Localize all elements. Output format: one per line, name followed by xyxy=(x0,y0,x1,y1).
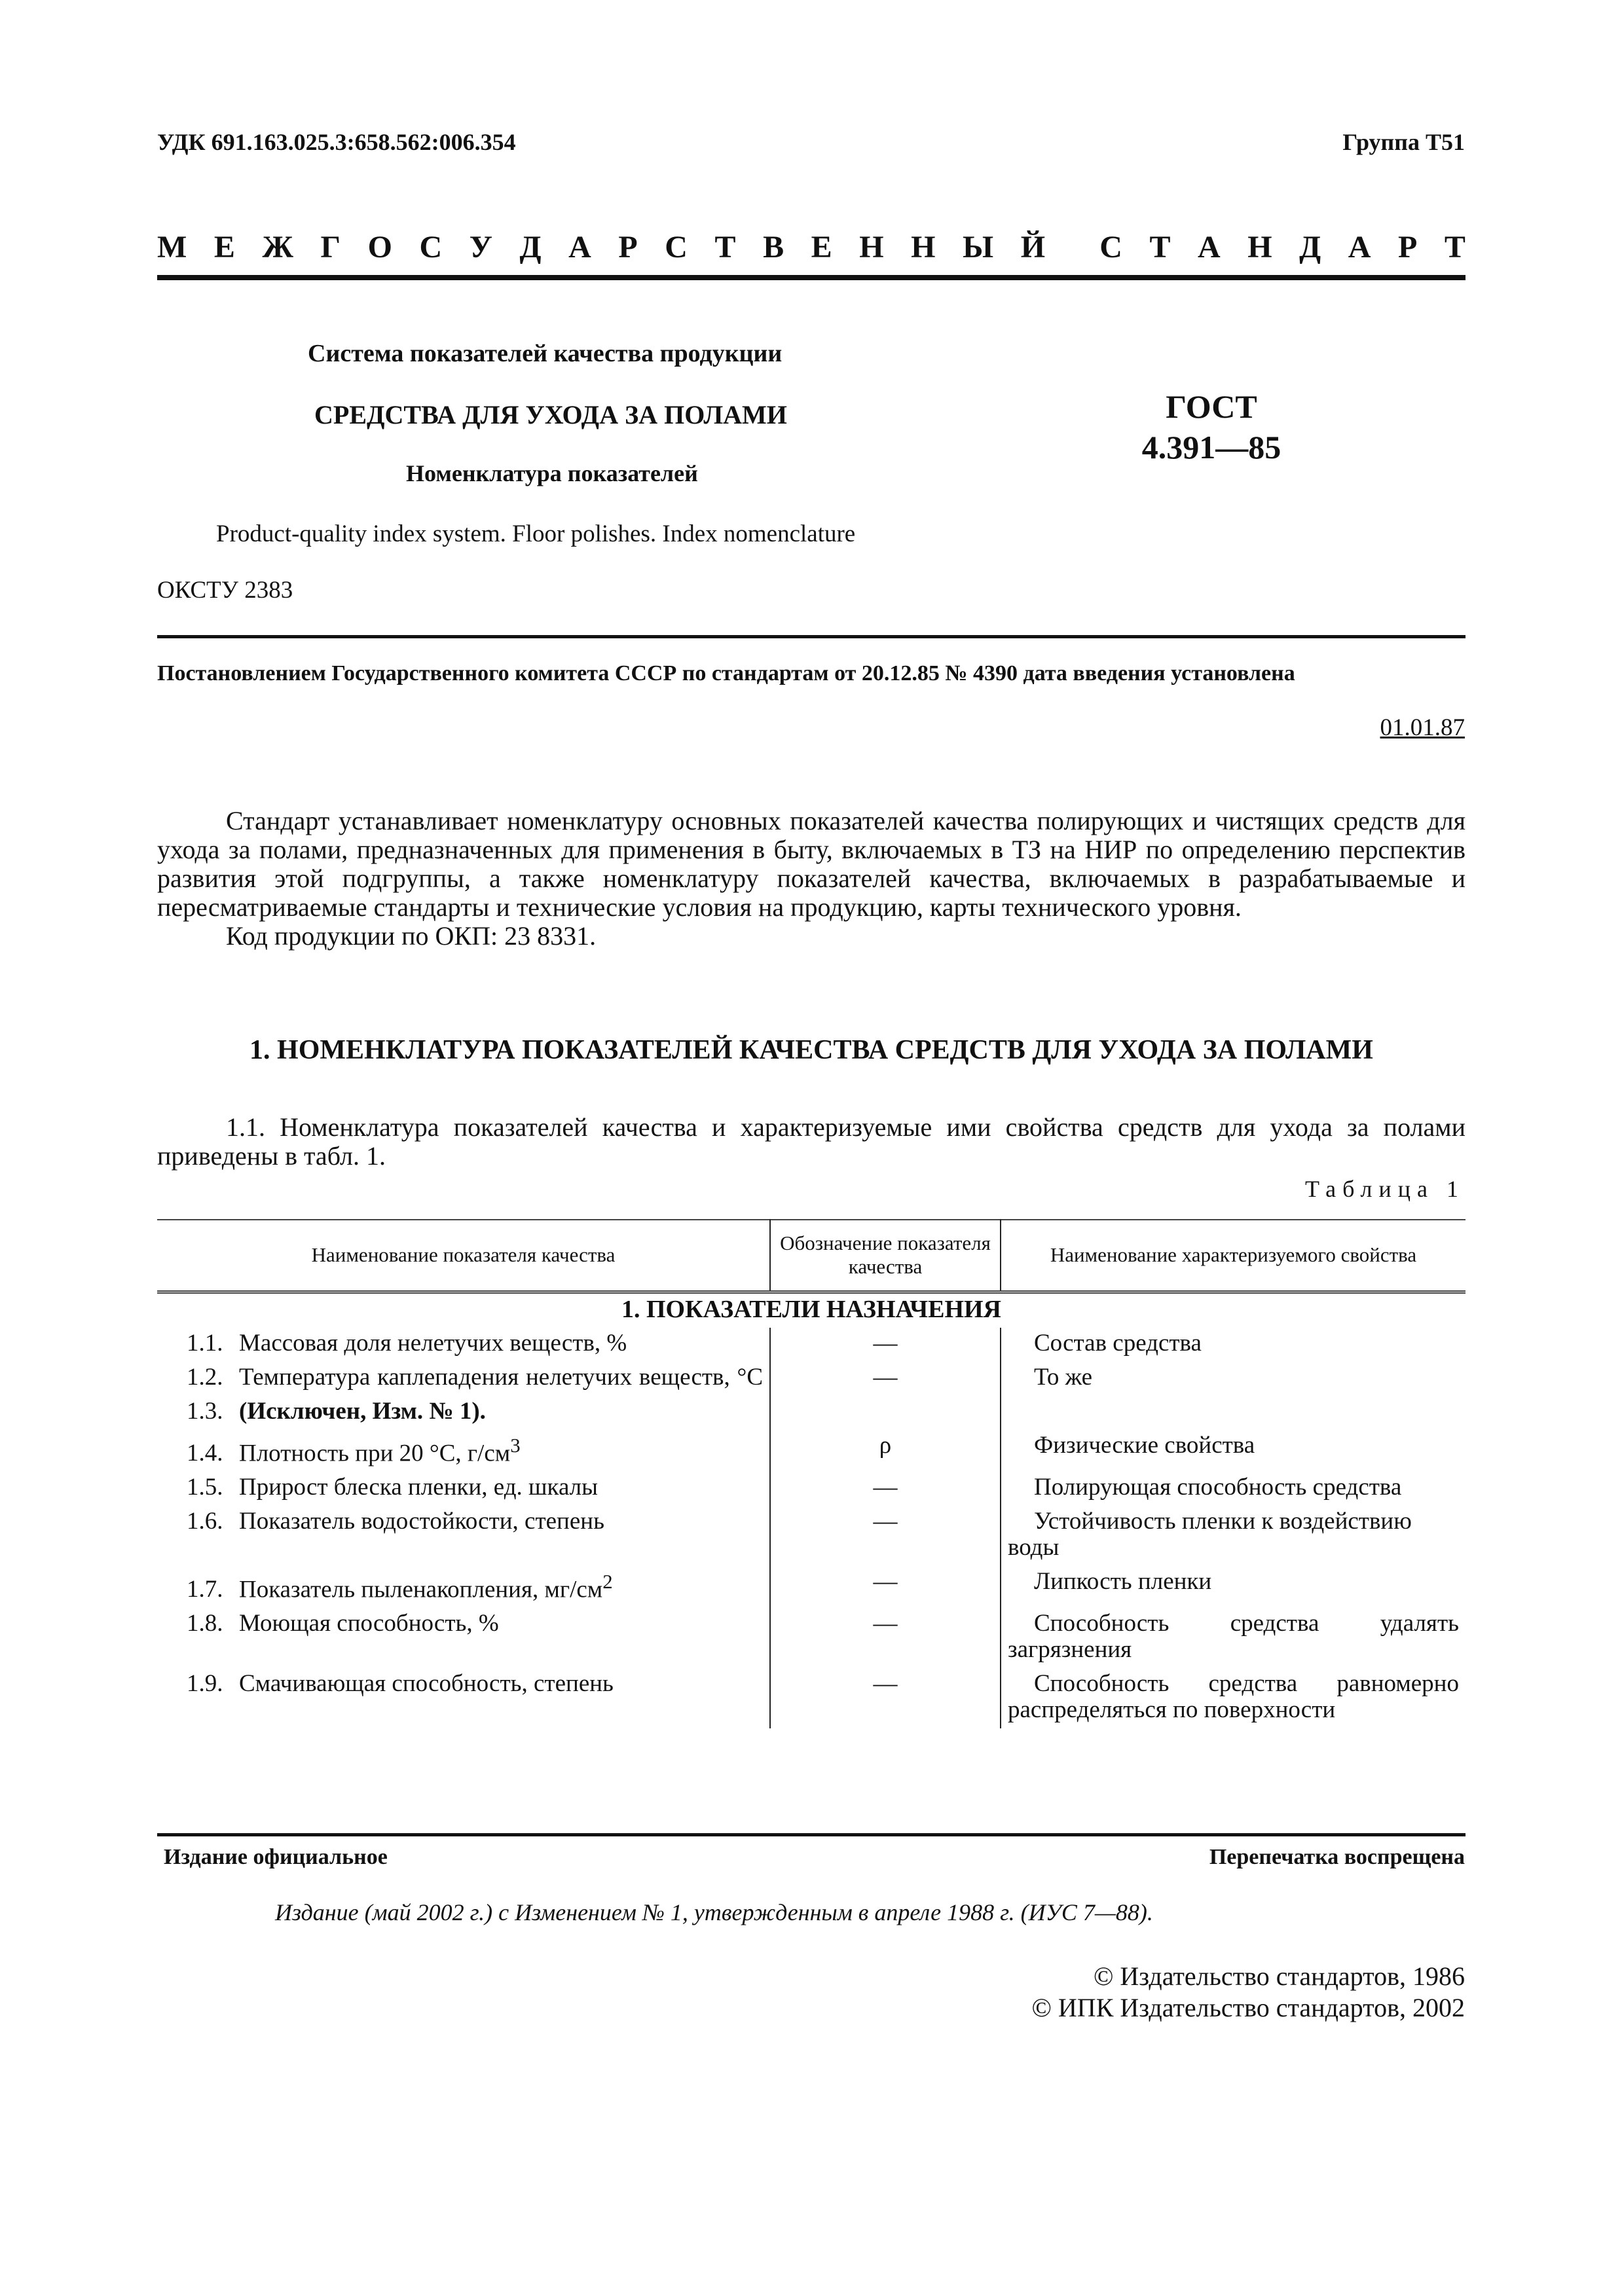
symbol-cell: — xyxy=(770,1566,1001,1608)
property-cell: Способность средства равномерно распределяться по поверхности xyxy=(1008,1670,1459,1724)
copyright-line: © Издательство стандартов, 1986 xyxy=(1093,1961,1465,1991)
copyright-block xyxy=(1032,1961,1465,2024)
indicator-cell: 1.1. Массовая доля нелетучих веществ, % xyxy=(187,1329,627,1357)
udk-code: УДК 691.163.025.3:658.562:006.354 xyxy=(157,129,516,155)
header-indicator: Наименование показателя качества xyxy=(311,1243,616,1267)
property-cell: Физические свойства xyxy=(1034,1431,1255,1459)
decree-text: Постановлением Государственного комитета СССР по стандартам от 20.12.85 № 4390 дата введения установлена xyxy=(157,661,1295,685)
copyright-line: © ИПК Издательство стандартов, 2002 xyxy=(1031,1993,1465,2022)
section-heading: 1. НОМЕНКЛАТУРА ПОКАЗАТЕЛЕЙ КАЧЕСТВА СРЕДСТВ ДЛЯ УХОДА ЗА ПОЛАМИ xyxy=(249,1035,1373,1065)
property-cell: Способность средства удалять загрязнения xyxy=(1008,1610,1459,1664)
gost-designation xyxy=(1139,386,1283,467)
gost-number: 4.391—85 xyxy=(1141,429,1281,465)
table-row xyxy=(157,1328,1465,1362)
heading-letter: Р xyxy=(1397,230,1418,264)
oksty-code: ОКСТУ 2383 xyxy=(157,577,293,604)
heading-letter: С xyxy=(1099,230,1122,264)
symbol-cell: — xyxy=(770,1328,1001,1362)
document-title: СРЕДСТВА ДЛЯ УХОДА ЗА ПОЛАМИ xyxy=(314,400,787,429)
property-cell: Состав средства xyxy=(1034,1329,1202,1357)
okp-code: Код продукции по ОКП: 23 8331. xyxy=(226,921,597,951)
table-row xyxy=(157,1566,1465,1608)
table-row xyxy=(157,1668,1465,1728)
table-row xyxy=(157,1362,1465,1396)
system-title: Система показателей качества продукции xyxy=(308,340,783,367)
heading-letter: Е xyxy=(213,230,235,264)
heading-letter: В xyxy=(763,230,784,264)
heading-letter: Н xyxy=(1247,230,1272,264)
property-cell: Полирующая способность средства xyxy=(1034,1473,1402,1501)
heading-letter: С xyxy=(665,230,688,264)
symbol-cell: — xyxy=(770,1608,1001,1668)
group-title: 1. ПОКАЗАТЕЛИ НАЗНАЧЕНИЯ xyxy=(621,1295,1002,1323)
heading-letter: О xyxy=(367,230,392,264)
heading-letter: Е xyxy=(811,230,832,264)
indicator-cell: 1.4. Плотность при 20 °С, $г/см^3$ xyxy=(187,1434,521,1467)
symbol-cell: — xyxy=(770,1668,1001,1728)
heading-letter: Н xyxy=(859,230,884,264)
indicator-cell: 1.3. (Исключен, Изм. № 1). xyxy=(187,1397,486,1425)
indicator-cell: 1.5. Прирост блеска пленки, ед. шкалы xyxy=(187,1473,599,1501)
heading-letter: С xyxy=(419,230,443,264)
group-row xyxy=(157,1292,1465,1328)
clause-text: 1.1. Номенклатура показателей качества и характеризуемые ими свойства средств для ухода за полами приведены в табл. 1. xyxy=(157,1112,1465,1171)
indicators-table xyxy=(157,1219,1465,1728)
heading-letter: Т xyxy=(714,230,736,264)
indicator-cell: 1.2. Температура каплепадения нелетучих веществ, °С xyxy=(187,1363,763,1391)
heading-letter: Й xyxy=(1020,230,1046,264)
table-row xyxy=(157,1506,1465,1566)
heading-letter: Д xyxy=(519,230,542,264)
table-row xyxy=(157,1396,1465,1430)
english-title: Product-quality index system. Floor polishes. Index nomenclature xyxy=(216,520,856,547)
title-rule xyxy=(157,635,1465,638)
table-header-row xyxy=(157,1220,1465,1292)
heading-letter: Н xyxy=(911,230,936,264)
heading-letter: Ж xyxy=(262,230,293,264)
heading-letter: А xyxy=(1348,230,1371,264)
heading-letter: Г xyxy=(320,230,341,264)
table-row xyxy=(157,1472,1465,1506)
heading-letter: Т xyxy=(1149,230,1171,264)
symbol-cell: — xyxy=(770,1472,1001,1506)
property-cell: То же xyxy=(1034,1363,1093,1391)
effective-date: 01.01.87 xyxy=(1380,714,1465,741)
symbol-cell xyxy=(770,1396,1001,1430)
header-property: Наименование характеризуемого свойства xyxy=(1050,1243,1417,1267)
table-label: Таблица 1 xyxy=(1305,1176,1465,1202)
reprint-notice: Перепечатка воспрещена xyxy=(1209,1845,1465,1869)
heading-letter: М xyxy=(157,230,187,264)
header-symbol: Обозначение показателя качества xyxy=(770,1220,1001,1292)
interstate-standard-heading xyxy=(157,229,1465,265)
intro-paragraph: Стандарт устанавливает номенклатуру основных показателей качества полирующих и чистящих средств для ухода за полами, предназначенных для применения в быту, включаемых в ТЗ на НИР по определению перспектив развития этой подгруппы, а также номенклатуру показателей качества, включаемых в разрабатываемые и пересматриваемые стандарты и технические условия на продукцию, карты технического уровня. xyxy=(157,806,1465,922)
clause-block xyxy=(157,1113,1465,1171)
official-edition: Издание официальное xyxy=(164,1845,388,1869)
heading-letter: Д xyxy=(1299,230,1321,264)
header-rule xyxy=(157,275,1465,280)
gost-label: ГОСТ xyxy=(1166,388,1257,425)
indicator-cell: 1.6. Показатель водостойкости, степень xyxy=(187,1507,604,1535)
heading-letter: У xyxy=(469,230,492,264)
heading-letter: Ы xyxy=(963,230,994,264)
property-cell xyxy=(1001,1396,1465,1430)
property-cell: Липкость пленки xyxy=(1034,1567,1212,1595)
heading-letter: Т xyxy=(1444,230,1465,264)
edition-note: Издание (май 2002 г.) с Изменением № 1, утвержденным в апреле 1988 г. (ИУС 7—88). xyxy=(275,1899,1153,1925)
heading-letter: Р xyxy=(618,230,638,264)
symbol-cell: — xyxy=(770,1506,1001,1566)
heading-letter: А xyxy=(1198,230,1221,264)
intro-block xyxy=(157,807,1465,951)
table-row xyxy=(157,1430,1465,1472)
indicator-cell: 1.7. Показатель пыленакопления, $мг/см^2$ xyxy=(187,1570,613,1603)
heading-letter: А xyxy=(568,230,591,264)
indicator-cell: 1.9. Смачивающая способность, степень xyxy=(187,1670,614,1698)
footer-rule xyxy=(157,1833,1465,1836)
symbol-cell: — xyxy=(770,1362,1001,1396)
symbol-cell: ρ xyxy=(770,1430,1001,1472)
group-code: Группа Т51 xyxy=(1342,129,1465,155)
table-row xyxy=(157,1608,1465,1668)
property-cell: Устойчивость пленки к воздействию воды xyxy=(1008,1507,1412,1561)
document-subtitle: Номенклатура показателей xyxy=(406,460,698,486)
indicator-cell: 1.8. Моющая способность, % xyxy=(187,1610,499,1637)
